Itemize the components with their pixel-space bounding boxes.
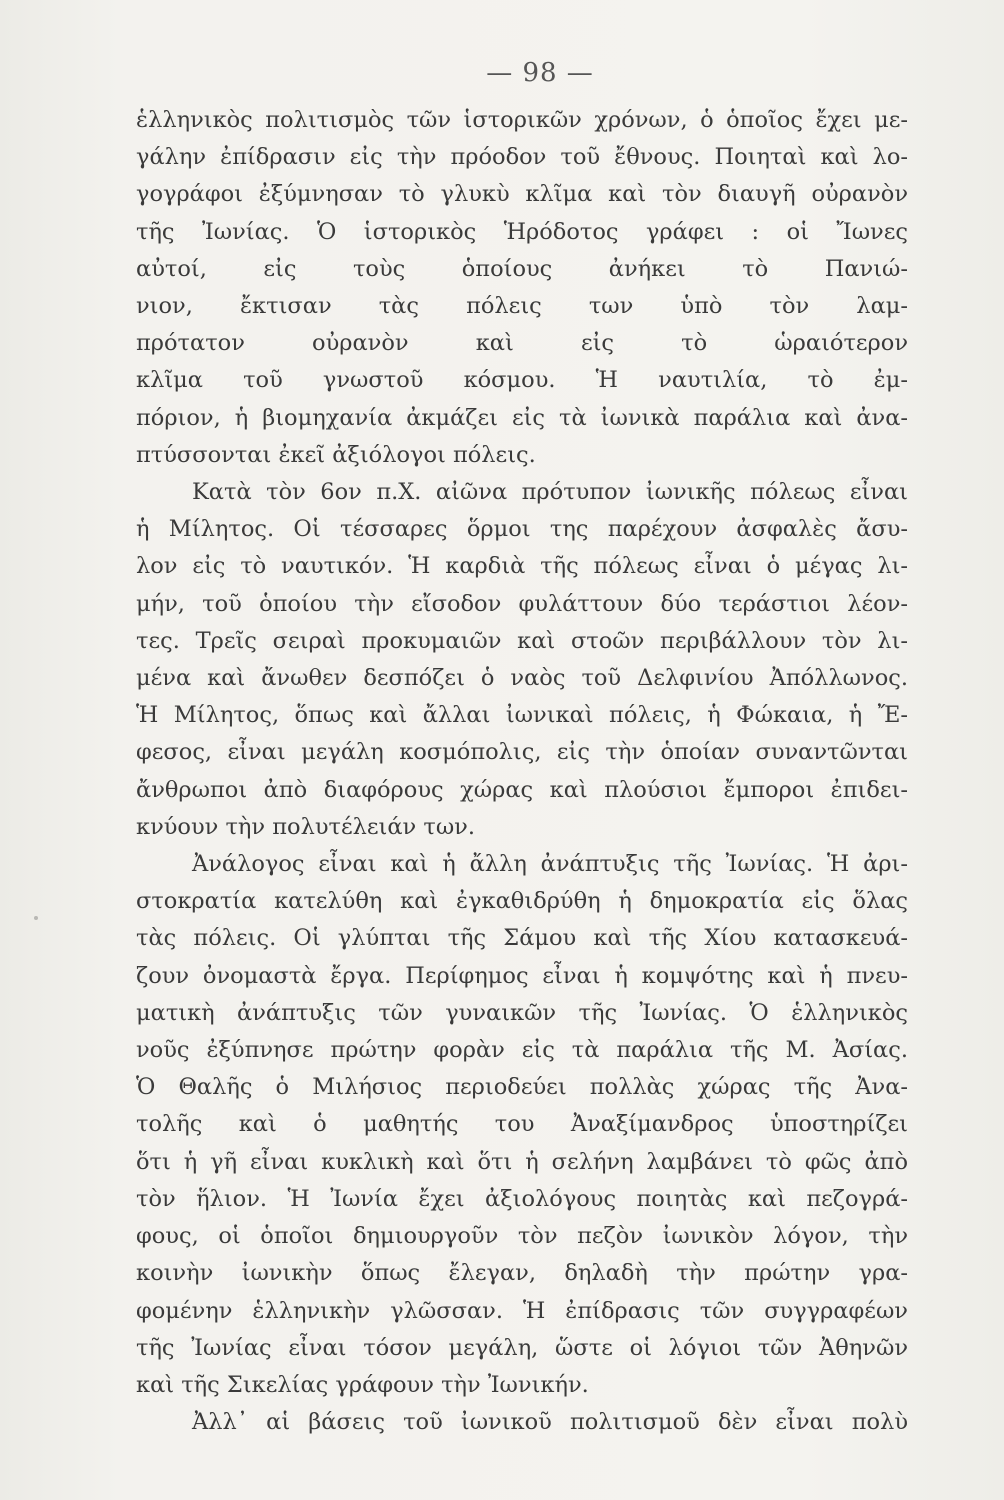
text-line: ἄνθρωποι ἀπὸ διαφόρους χώρας καὶ πλούσιοι ἔμποροι ἐπιδει- [136, 776, 908, 803]
text-line: κνύουν τὴν πολυτέλειάν των. [136, 813, 475, 840]
text-line: τὸν ἥλιον. Ἡ Ἰωνία ἔχει ἀξιολόγους ποιητὰς καὶ πεζογρά- [136, 1185, 908, 1212]
text-line: αὐτοί, εἰς τοὺς ὁποίους ἀνήκει τὸ Πανιώ- [136, 255, 908, 282]
text-line: Ἀλλ᾽ αἱ βάσεις τοῦ ἰωνικοῦ πολιτισμοῦ δὲν εἶναι πολὺ [192, 1409, 908, 1436]
text-line: φους, οἱ ὁποῖοι δημιουργοῦν τὸν πεζὸν ἰωνικὸν λόγον, τὴν [136, 1223, 908, 1250]
text-line: ἡ Μίλητος. Οἱ τέσσαρες ὅρμοι της παρέχουν ἀσφαλὲς ἄσυ- [136, 516, 908, 543]
text-line: Ἡ Μίλητος, ὅπως καὶ ἄλλαι ἰωνικαὶ πόλεις, ἡ Φώκαια, ἡ Ἔ- [136, 702, 908, 729]
text-line: καὶ τῆς Σικελίας γράφουν τὴν Ἰωνικήν. [136, 1371, 589, 1398]
text-line: πτύσσονται ἐκεῖ ἀξιόλογοι πόλεις. [136, 441, 536, 468]
text-line: μένα καὶ ἄνωθεν δεσπόζει ὁ ναὸς τοῦ Δελφινίου Ἀπόλλωνος. [136, 665, 908, 692]
text-line: ζουν ὀνομαστὰ ἔργα. Περίφημος εἶναι ἡ κομψότης καὶ ἡ πνευ- [136, 962, 908, 989]
text-line: ματικὴ ἀνάπτυξις τῶν γυναικῶν τῆς Ἰωνίας. Ὁ ἑλληνικὸς [136, 999, 908, 1026]
text-line: ὅτι ἡ γῆ εἶναι κυκλικὴ καὶ ὅτι ἡ σελήνη λαμβάνει τὸ φῶς ἀπὸ [136, 1148, 908, 1175]
text-line: νιον, ἔκτισαν τὰς πόλεις των ὑπὸ τὸν λαμ- [136, 293, 908, 320]
body-text [136, 102, 908, 1441]
text-line: τὰς πόλεις. Οἱ γλύπται τῆς Σάμου καὶ τῆς Χίου κατασκευά- [136, 925, 908, 952]
text-line: νοῦς ἐξύπνησε πρώτην φορὰν εἰς τὰ παράλια τῆς Μ. Ἀσίας. [136, 1037, 908, 1064]
text-line: στοκρατία κατελύθη καὶ ἐγκαθιδρύθη ἡ δημοκρατία εἰς ὅλας [136, 888, 908, 915]
text-line: τῆς Ἰωνίας. Ὁ ἱστορικὸς Ἡρόδοτος γράφει : οἱ Ἴωνες [136, 218, 908, 245]
text-line: γογράφοι ἐξύμνησαν τὸ γλυκὺ κλῖμα καὶ τὸν διαυγῆ οὐρανὸν [136, 181, 908, 208]
paper-speck [34, 916, 38, 920]
text-line: γάλην ἐπίδρασιν εἰς τὴν πρόοδον τοῦ ἔθνους. Ποιηταὶ καὶ λο- [136, 144, 908, 171]
text-line: τες. Τρεῖς σειραὶ προκυμαιῶν καὶ στοῶν περιβάλλουν τὸν λι- [136, 627, 908, 654]
text-line: φομένην ἑλληνικὴν γλῶσσαν. Ἡ ἐπίδρασις τῶν συγγραφέων [136, 1297, 908, 1324]
text-line: τολῆς καὶ ὁ μαθητής του Ἀναξίμανδρος ὑποστηρίζει [136, 1111, 908, 1138]
text-line: Κατὰ τὸν 6ον π.Χ. αἰῶνα πρότυπον ἰωνικῆς πόλεως εἶναι [192, 479, 908, 506]
text-line: λον εἰς τὸ ναυτικόν. Ἡ καρδιὰ τῆς πόλεως εἶναι ὁ μέγας λι- [136, 553, 908, 580]
page-number: — 98 — [486, 58, 594, 88]
text-line: τῆς Ἰωνίας εἶναι τόσον μεγάλη, ὥστε οἱ λόγιοι τῶν Ἀθηνῶν [136, 1334, 908, 1361]
text-line: κοινὴν ἰωνικὴν ὅπως ἔλεγαν, δηλαδὴ τὴν πρώτην γρα- [136, 1260, 908, 1287]
text-line: μήν, τοῦ ὁποίου τὴν εἴσοδον φυλάττουν δύο τεράστιοι λέον- [136, 590, 908, 617]
text-line: Ὁ Θαλῆς ὁ Μιλήσιος περιοδεύει πολλὰς χώρας τῆς Ἀνα- [136, 1074, 908, 1101]
text-line: Ἀνάλογος εἶναι καὶ ἡ ἄλλη ἀνάπτυξις τῆς Ἰωνίας. Ἡ ἀρι- [192, 851, 908, 878]
text-line: κλῖμα τοῦ γνωστοῦ κόσμου. Ἡ ναυτιλία, τὸ ἐμ- [136, 367, 908, 394]
text-line: ἑλληνικὸς πολιτισμὸς τῶν ἱστορικῶν χρόνων, ὁ ὁποῖος ἔχει με- [136, 107, 908, 133]
text-line: πρότατον οὐρανὸν καὶ εἰς τὸ ὡραιότερον [136, 330, 908, 357]
text-line: φεσος, εἶναι μεγάλη κοσμόπολις, εἰς τὴν ὁποίαν συναντῶνται [136, 739, 908, 766]
text-line: πόριον, ἡ βιομηχανία ἀκμάζει εἰς τὰ ἰωνικὰ παράλια καὶ ἀνα- [136, 404, 908, 431]
